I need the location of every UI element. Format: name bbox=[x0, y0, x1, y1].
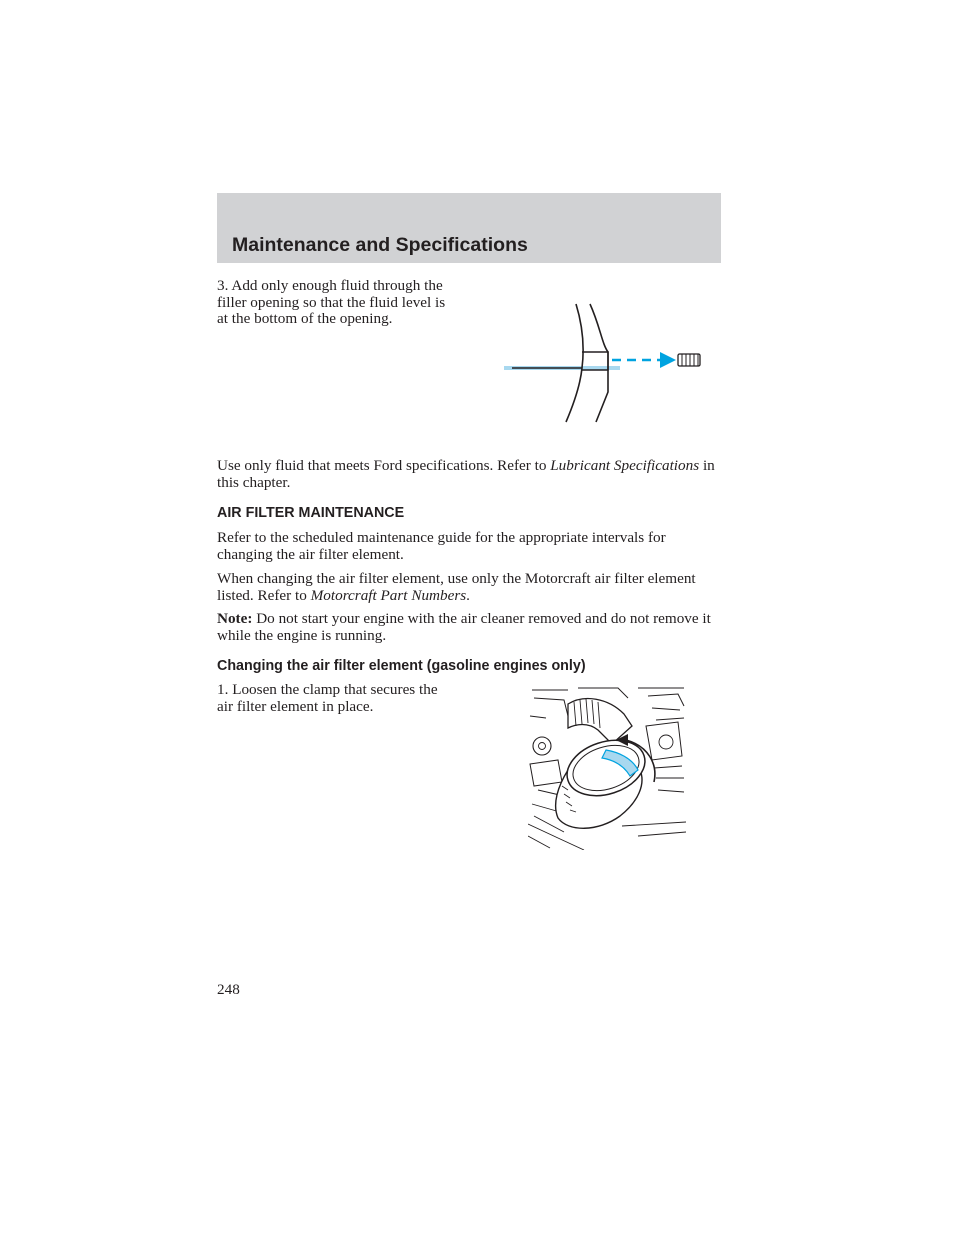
air-filter-para-2: When changing the air filter element, use only the Motorcraft air filter element listed. Refer to Motorcraft Part Numbers. bbox=[217, 570, 696, 604]
changing-step-1: 1. Loosen the clamp that secures the air filter element in place. bbox=[217, 681, 438, 715]
header-band bbox=[217, 193, 721, 263]
air-filter-note: Note: Do not start your engine with the air cleaner removed and do not remove it while the engine is running. bbox=[217, 610, 711, 644]
motorcraft-part-numbers-ref: Motorcraft Part Numbers bbox=[310, 586, 467, 604]
lubricant-specifications-ref: Lubricant Specifications bbox=[550, 457, 700, 474]
page-title: Maintenance and Specifications bbox=[232, 234, 528, 256]
page-number: 248 bbox=[217, 981, 240, 998]
air-filter-clamp-illustration-icon bbox=[528, 686, 686, 850]
air-filter-para-1: Refer to the scheduled maintenance guide for the appropriate intervals for changing the air filter element. bbox=[217, 529, 666, 563]
fluid-spec-note: Use only fluid that meets Ford specifications. Refer to Lubricant Specifications in this chapter. bbox=[217, 457, 715, 491]
air-filter-heading: AIR FILTER MAINTENANCE bbox=[217, 505, 405, 521]
changing-air-filter-heading: Changing the air filter element (gasoline engines only) bbox=[217, 658, 586, 674]
note-label: Note: bbox=[217, 610, 253, 627]
fluid-fill-plug-diagram-icon bbox=[500, 300, 710, 425]
step-3-text: 3. Add only enough fluid through the filler opening so that the fluid level is at the bottom of the opening. bbox=[217, 277, 446, 328]
